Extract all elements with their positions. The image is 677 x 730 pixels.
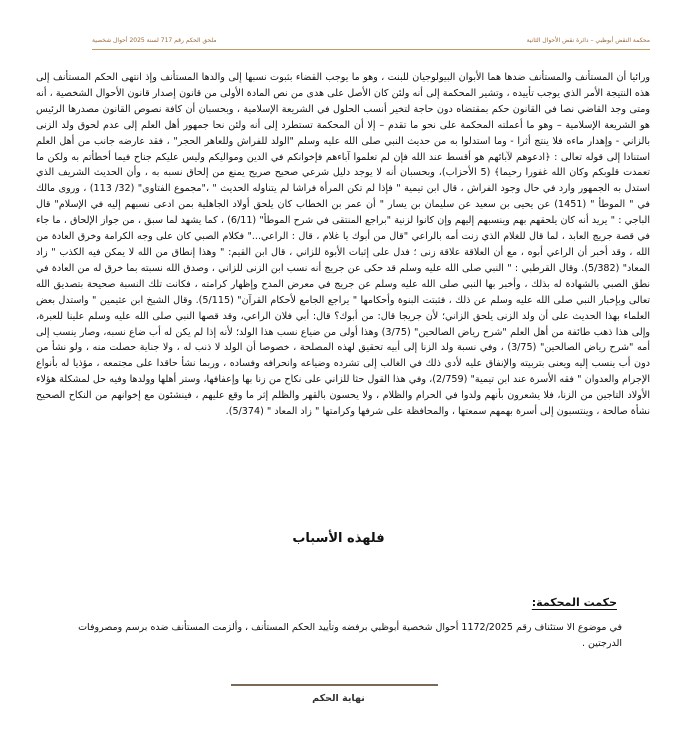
header-divider <box>92 49 650 50</box>
section-title: فلهذه الأسباب <box>292 531 385 546</box>
reasoning-paragraph: ورائيا أن المستأنف والمستأنف ضدها هما الأبوان البيولوجيان للبنت ، وهو ما يوجب القضاء بثبوت نسبها إلى والدها المستأنف وإذ انتهى الحكم المستأنف إلى هذه النتيجة الأمر الذي يوجب تأييده ، وتشير المحكمة إلى أنه ولئن كان الأصل على هدى من نص المادة الأولى من قانون إصدار قانون الأحوال الشخصية ، أنه ومتى وجد القاضي نصا في القانون حكم بمقتضاه دون حاجة لتخير أنسب الحلول في الشريعة الإسلامية ، وبحسبان أن كافة نصوص القانون مصدرها الرئيس هو الشريعة الإسلامية – وهو ما أعملته المحكمة على نحو ما تقدم – إلا أن المحكمة تستطرد إلى أنه ولئن نحا جمهور أهل العلم إلى عدم لحوق ولد الزنى بالزاني - وإهدار ماءه فلا ينتج أثرا - وما استدلوا به من حديث النبي صلى الله عليه وسلم "الولد للفراش وللعاهر الحجر" ، فقد عارضه جانب من أهل العلم استنادا إلى قوله تعالى : ﴿ادعوهم لآبائهم هو أقسط عند الله فإن لم تعلموا آباءهم فإخوانكم في الدين ومواليكم وليس عليكم جناح فيما أخطأتم به ولكن ما تعمدت قلوبكم وكان الله غفورا رحيما﴾ (5 الأحزاب)، وبحسبان أنه لا يوجد دليل شرعي صحيح صريح يمنع من إلحاق نسبه به ، وأن الحديث الشريف الذي استدل به الجمهور وارد في حال وجود الفراش ، قال ابن تيمية " فإذا لم تكن المرأة فراشا لم يتناوله الحديث " ،"مجموع الفتاوى" (32/ 113) ، وروى مالك في " الموطأ " (1451) عن يحيى بن سعيد عن سليمان بن يسار " أن عمر بن الخطاب كان يلحق أولاد الجاهلية بمن ادعى نسبهم إليه في الإسلام" قال الباجي : " يريد أنه كان يلحقهم بهم وينسبهم إليهم وإن كانوا لزنية "براجع المنتقى في شرح الموطأ" (6/11) ، كما يشهد لما سبق ، من جواز الإلحاق ، ما جاء في قصة جريج العابد ، لما قال للغلام الذي زنت أمه بالراعي "قال من أبوك يا غلام ، قال : الراعي..." فكلام الصبي كان على وجه الكرامة وخرق العادة من الله ، وقد أخبر أن الراعي أبوه ، مع أن العلاقة علاقة زنى ؛ فدل على إثبات الأبوة للزاني ، قال ابن القيم: " وهذا إنطاق من الله لا يمكن فيه الكذب " زاد المعاد" (5/382). وقال القرطبي : " النبي صلى الله عليه وسلم قد حكى عن جريج أنه نسب ابن الزنى للزاني ، وصدق الله نسبته بما خرق له من العادة في نطق الصبي بالشهادة له بذلك ، وأخبر بها النبي صلى الله عليه وسلم عن جريج في معرض المدح وإظهار كرامته ، فكانت تلك النسبة صحيحة بتصديق الله تعالى وبإخبار النبي صلى الله عليه وسلم عن ذلك ، فثبتت البنوة وأحكامها " يراجع الجامع لأحكام القرآن" (5/115). وقال الشيخ ابن عثيمين " واستدل بعض العلماء بهذا الحديث على أن ولد الزنى يلحق الزاني؛ لأن جريجا قال: من أبوك؟ قال: أبي فلان الراعي، وقد قصها النبي صلى الله عليه وسلم علينا للعبرة، وإلى هذا ذهب طائفة من أهل العلم "شرح رياض الصالحين" (3/75) وهذا أولى من ضياع نسب هذا الولد؛ لأنه إذا لم يكن له أب ضاع نسبه، وصار ينسب إلى أمه "شرح رياض الصالحين" (3/75) ، وفي نسبة ولد الزنا إلى أبيه تحقيق لهذه المصلحة ، خصوصا أن الولد لا ذنب له ، ولا جناية حصلت منه ، ولو نشأ من دون أب ينسب إليه ويعنى بتربيته والإنفاق عليه لأدى ذلك في الغالب إلى تشرده وضياعه وانحرافه وفساده ، وربما نشأ حاقدا على مجتمعه ، مؤذيا له بأنواع الإجرام والعدوان " فقه الأسرة عند ابن تيمية" (2/759)، وفي هذا القول حثا للزاني على نكاح من زنا بها وإعفافها، وستر أهلها وولدها وفيه حل لمشكلة هؤلاء الأولاد التاجين من الزنا، فلا يشعرون بأنهم ولدوا في الحرام والظلام ، ولا يحسون بالقهر والظلم إثر ما وقع عليهم ، فينشئون مع إخوانهم من النكاح الصحيح نشأة صالحة ، وينتسبون إلى أسرة بهمهم سمعتها ، والمحافظة على شرفها وكرامتها " زاد المعاد " (5/374). <box>36 72 650 418</box>
header-court-name: محكمة النقض أبوظبي – دائرة نقض الأحوال الثانية <box>526 37 650 44</box>
header-appendix-ref: ملحق الحكم رقم 717 لسنة 2025 أحوال شخصية <box>92 37 217 44</box>
end-divider <box>231 684 438 686</box>
page-header <box>92 34 650 48</box>
verdict-text: في موضوع الا ستئناف رقم 1172/2025 أحوال شخصية أبوظبي برفضه وتأييد الحكم المستأنف ، وألزمت المستأنف ضده برسم ومصروفات الدرجتين . <box>78 622 622 649</box>
verdict-heading: حكمت المحكمة: <box>531 596 617 609</box>
end-of-judgment-label: نهاية الحكم <box>312 693 365 704</box>
